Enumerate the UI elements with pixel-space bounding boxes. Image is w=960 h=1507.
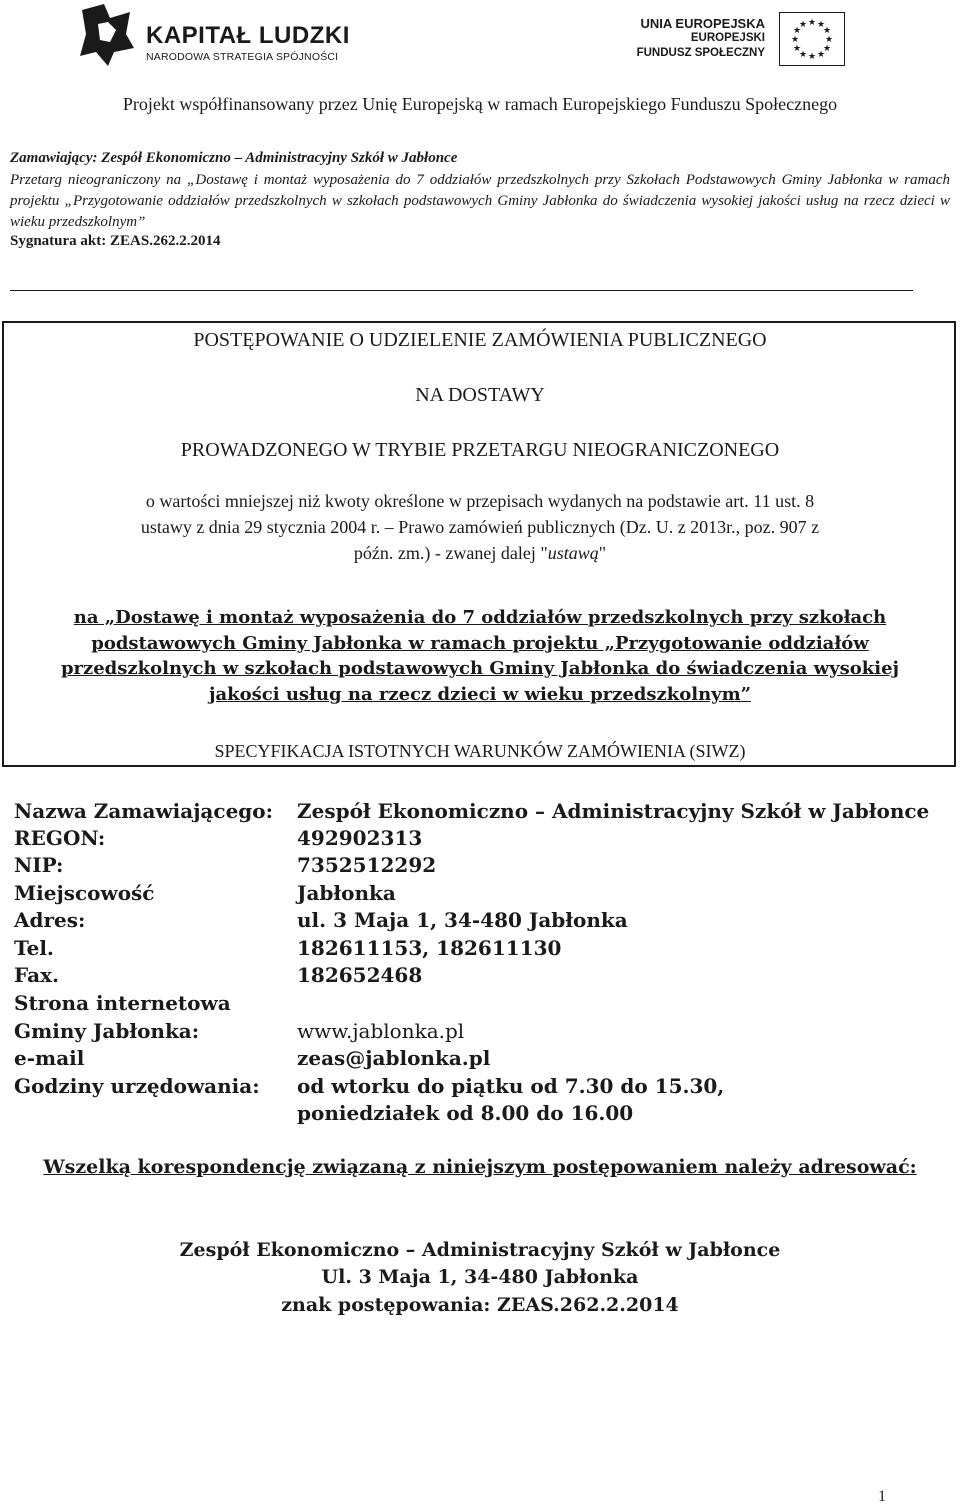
contract-subject-line-4: jakości usług na rzecz dzieci w wieku przedszkolnym”	[208, 683, 752, 705]
zamawiajacy-line: Zamawiający: Zespół Ekonomiczno – Administracyjny Szkół w Jabłonce	[10, 150, 458, 166]
svg-text:★: ★	[807, 52, 817, 62]
kapital-ludzki-title: KAPITAŁ LUDZKI	[146, 22, 350, 49]
svg-text:★: ★	[790, 35, 800, 45]
svg-text:★: ★	[822, 44, 832, 54]
procedure-title: POSTĘPOWANIE O UDZIELENIE ZAMÓWIENIA PUBLICZNEGO	[193, 329, 767, 351]
regon-label: REGON:	[14, 826, 106, 850]
svg-text:★: ★	[807, 18, 817, 28]
correspondence-address-1: Zespół Ekonomiczno – Administracyjny Szkół w Jabłonce	[179, 1239, 781, 1261]
tel-label: Tel.	[14, 936, 54, 960]
strona-link[interactable]: www.jablonka.pl	[297, 1019, 465, 1043]
miejscowosc-label: Miejscowość	[14, 881, 155, 905]
eu-logo-line-3: FUNDUSZ SPOŁECZNY	[636, 47, 765, 59]
fax-label: Fax.	[14, 963, 59, 987]
sygnatura-akt: Sygnatura akt: ZEAS.262.2.2014	[10, 233, 221, 249]
correspondence-address-2: Ul. 3 Maja 1, 34-480 Jabłonka	[321, 1266, 639, 1288]
email-value[interactable]: zeas@jablonka.pl	[297, 1046, 491, 1070]
godziny-label: Godziny urzędowania:	[14, 1074, 260, 1098]
contract-subject-line-2: podstawowych Gminy Jabłonka w ramach projektu „Przygotowanie oddziałów	[91, 632, 869, 654]
correspondence-heading: Wszelką korespondencję związaną z niniejszym postępowaniem należy adresować:	[43, 1156, 917, 1178]
siwz-title: SPECYFIKACJA ISTOTNYCH WARUNKÓW ZAMÓWIENIA (SIWZ)	[214, 741, 746, 761]
legal-basis-italic: ustawą	[547, 543, 599, 563]
procedure-type: NA DOSTAWY	[415, 384, 545, 406]
legal-basis-end: "	[598, 543, 607, 563]
contract-subject-line-1: na „Dostawę i montaż wyposażenia do 7 oddziałów przedszkolnych przy szkołach	[73, 607, 887, 628]
strona-label-1: Strona internetowa	[14, 991, 231, 1015]
eu-logo	[630, 10, 845, 68]
svg-text:★: ★	[822, 26, 832, 36]
nazwa-value: Zespół Ekonomiczno – Administracyjny Szkół w Jabłonce	[297, 799, 930, 823]
godziny-value-2: poniedziałek od 8.00 do 16.00	[297, 1101, 634, 1125]
eu-logo-text	[637, 16, 765, 61]
eu-logo-line-2: EUROPEJSKI	[690, 32, 765, 44]
svg-text:★: ★	[792, 44, 802, 54]
contract-subject	[0, 605, 960, 707]
svg-text:★: ★	[798, 50, 808, 60]
svg-text:★: ★	[792, 26, 802, 36]
eu-logo-line-1: UNIA EUROPEJSKA	[640, 16, 765, 31]
nip-value: 7352512292	[297, 853, 437, 877]
procedure-reference: znak postępowania: ZEAS.262.2.2014	[281, 1294, 679, 1316]
miejscowosc-value: Jabłonka	[297, 881, 396, 905]
kapital-ludzki-subtitle: NARODOWA STRATEGIA SPÓJNOŚCI	[146, 51, 339, 63]
kapital-ludzki-logo	[80, 4, 350, 68]
procedure-mode: PROWADZONEGO W TRYBIE PRZETARGU NIEOGRANICZONEGO	[180, 439, 780, 461]
fax-value: 182652468	[297, 963, 423, 987]
svg-text:★: ★	[816, 50, 826, 60]
adres-value: ul. 3 Maja 1, 34-480 Jabłonka	[297, 908, 628, 932]
nazwa-label: Nazwa Zamawiającego:	[14, 799, 273, 823]
legal-basis-text: o wartości mniejszej niż kwoty określone w przepisach wydanych na podstawie art. 11 ust. 8 ustawy z dnia 29 stycznia 2004 r. – Prawo zamówień publicznych (Dz. U. z 2013r., poz. 907 z późn. zm.) - zwanej dalej "	[140, 491, 820, 563]
email-label: e-mail	[14, 1046, 85, 1070]
regon-value: 492902313	[297, 826, 423, 850]
strona-label-2: Gminy Jabłonka:	[14, 1019, 200, 1043]
legal-basis	[0, 488, 960, 566]
kapital-ludzki-mark-icon	[80, 4, 134, 66]
tel-value: 182611153, 182611130	[297, 936, 562, 960]
adres-label: Adres:	[14, 908, 86, 932]
eu-flag-icon	[779, 12, 845, 66]
svg-text:★: ★	[824, 35, 834, 45]
svg-text:★: ★	[798, 20, 808, 30]
project-cofinancing-line: Projekt współfinansowany przez Unię Europejską w ramach Europejskiego Funduszu Społecznego	[122, 94, 838, 114]
header-divider	[10, 290, 913, 291]
page-number: 1	[878, 1488, 886, 1505]
nip-label: NIP:	[14, 853, 64, 877]
svg-text:★: ★	[816, 20, 826, 30]
contract-subject-line-3: przedszkolnych w szkołach podstawowych Gminy Jabłonka do świadczenia wysokiej	[60, 658, 900, 679]
godziny-value-1: od wtorku do piątku od 7.30 do 15.30,	[297, 1074, 725, 1098]
przetarg-description: Przetarg nieograniczony na „Dostawę i montaż wyposażenia do 7 oddziałów przedszkolnych przy Szkołach Podstawowych Gminy Jabłonka w ramach projektu „Przygotowanie oddziałów przedszkolnych w szkołach podstawowych Gminy Jabłonka do świadczenia wysokiej jakości usług na rzecz dzieci w wieku przedszkolnym”	[10, 172, 950, 231]
